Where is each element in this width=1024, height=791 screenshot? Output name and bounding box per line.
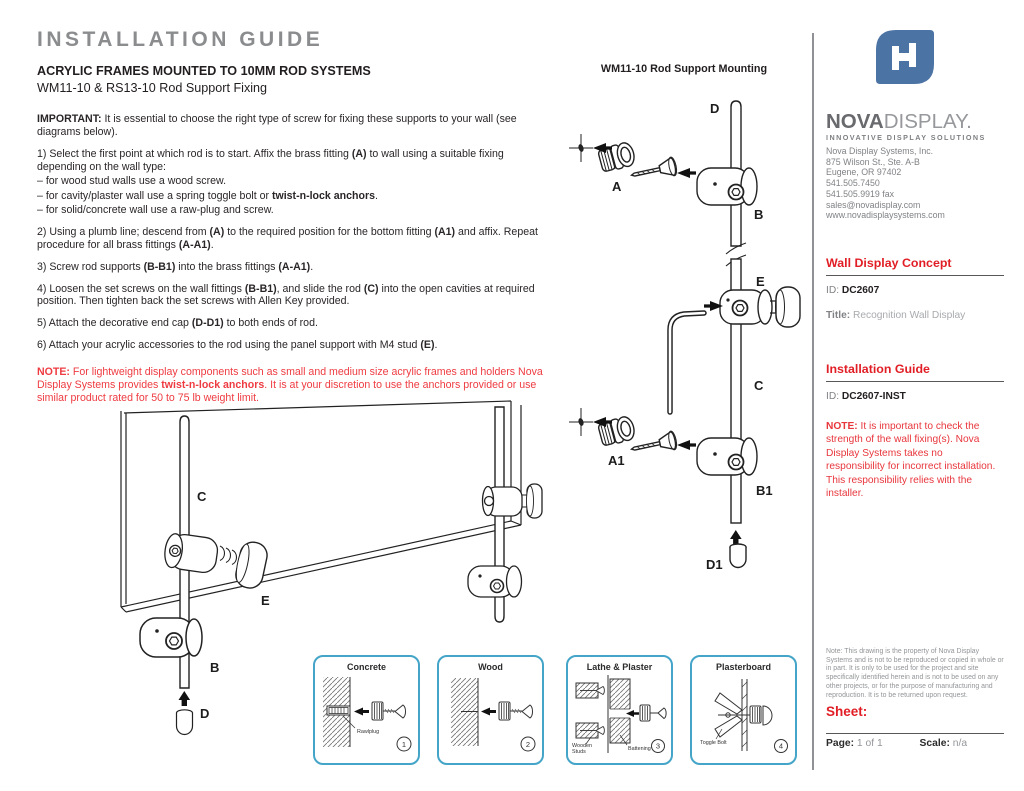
thumb-cap-e — [233, 540, 269, 591]
fixing-box-number: 2 — [525, 739, 531, 749]
anchor — [640, 705, 650, 721]
main-column — [37, 28, 543, 414]
step-3: 3) Screw rod supports (B-B1) into the brass fittings (A-A1). — [37, 260, 314, 273]
page-value: 1 of 1 — [856, 738, 883, 749]
concept-title-value: Recognition Wall Display — [852, 310, 966, 321]
fixing-box-number: 3 — [655, 741, 661, 751]
screw-a1 — [630, 430, 678, 458]
end-cap-d1 — [730, 544, 746, 568]
address-line: 541.505.7450 — [826, 178, 880, 189]
sidebar — [826, 26, 1004, 771]
wooden-studs-callout-2: Studs — [572, 749, 586, 755]
fixing-box-title: Plasterboard — [715, 662, 772, 672]
arrow-left — [481, 708, 496, 716]
email-text: sales@novadisplay.com — [826, 199, 921, 210]
divider — [826, 275, 1004, 276]
address-line: Eugene, OR 97402 — [826, 167, 902, 178]
brand-nova: NOVA — [826, 110, 884, 133]
screw-a — [630, 156, 678, 184]
step-4: 4) Loosen the set screws on the wall fittings (B-B1), and slide the rod (C) into the open cavities at required position. Then tighten back the set screws with Allen Key provided. — [37, 282, 535, 308]
frame-label-c: C — [197, 489, 207, 504]
step-6: 6) Attach your acrylic accessories to the rod using the panel support with M4 stud (E). — [37, 339, 438, 352]
right-rod-lower-support — [468, 566, 522, 597]
rawlplug-callout: Rawlplug — [357, 729, 380, 735]
nova-display-logo-icon — [876, 30, 934, 84]
label-b1: B1 — [756, 483, 773, 498]
label-e: E — [756, 274, 765, 289]
wall-mark-a — [569, 134, 593, 162]
frame-label-d: D — [200, 706, 210, 721]
fixing-box-concrete — [313, 655, 420, 765]
rod-support-b-frame — [140, 618, 202, 657]
frame-label-e: E — [261, 593, 270, 608]
page-title: INSTALLATION GUIDE — [37, 28, 324, 51]
guide-section — [826, 362, 1004, 402]
label-d: D — [710, 101, 720, 116]
page-label: Page: — [826, 738, 857, 749]
rod-mounting-diagram-title: WM11-10 Rod Support Mounting — [600, 63, 768, 75]
label-c: C — [754, 378, 764, 393]
screw — [510, 705, 533, 718]
arrow-up-endcap — [730, 530, 742, 545]
bullet-cavity: – for cavity/plaster wall use a spring toggle bolt or twist-n-lock anchors. — [37, 189, 378, 202]
anchor — [372, 702, 383, 720]
divider — [826, 381, 1004, 382]
wood-fixing-diagram — [441, 673, 540, 757]
id-label: ID: — [826, 285, 842, 296]
subtitle-bold: ACRYLIC FRAMES MOUNTED TO 10MM ROD SYSTEMS — [37, 64, 371, 78]
title-label: Title: — [826, 310, 853, 321]
wooden-studs-callout-1: Wooden — [572, 743, 592, 749]
concept-heading: Wall Display Concept — [826, 256, 952, 270]
fixing-box-wood — [437, 655, 544, 765]
page-scale-row — [826, 738, 1004, 749]
step-5: 5) Attach the decorative end cap (D-D1) to both ends of rod. — [37, 317, 318, 330]
vertical-divider — [812, 33, 814, 770]
fixing-box-number: 1 — [401, 739, 407, 749]
concept-title-row — [826, 310, 1004, 321]
arrow-left-a-screw — [677, 168, 696, 178]
fixing-box-lathe-plaster — [566, 655, 673, 765]
toggle-bolt-callout: Toggle Bolt — [700, 740, 727, 746]
concept-id-row — [826, 285, 1004, 296]
step-2: 2) Using a plumb line; descend from (A) to the required position for the bottom fitting (A1) and affix. Repeat procedure for all brass fittings (A-A1). — [37, 225, 538, 251]
screw — [383, 705, 406, 718]
brand-tagline: INNOVATIVE DISPLAY SOLUTIONS — [826, 133, 986, 142]
label-a: A — [612, 179, 622, 194]
sheet-heading: Sheet: — [826, 704, 868, 719]
bullet-wood: – for wood stud walls use a wood screw. — [37, 175, 227, 188]
dome-screw-head — [763, 706, 772, 725]
brand-display: DISPLAY. — [883, 110, 972, 133]
plasterboard-fixing-diagram — [694, 673, 793, 757]
guide-id-row — [826, 391, 1004, 402]
fixing-box-title: Concrete — [346, 662, 386, 672]
address-line: 541.505.9919 fax — [826, 188, 894, 199]
concrete-fixing-diagram — [317, 673, 416, 757]
bullet-solid: – for solid/concrete wall use a raw-plug and screw. — [37, 203, 274, 216]
brand-wordmark — [826, 110, 1004, 134]
wall-mark-a1 — [569, 408, 593, 436]
rod-support-b1 — [697, 438, 757, 475]
address-line: Nova Display Systems, Inc. — [826, 146, 934, 156]
anchor — [750, 706, 761, 723]
subtitle: WM11-10 & RS13-10 Rod Support Fixing — [37, 81, 268, 95]
battening-callout: Battening — [628, 746, 651, 752]
divider — [826, 733, 1004, 734]
fixing-box-title: Wood — [478, 662, 503, 672]
important-paragraph: IMPORTANT: It is essential to choose the right type of screw for fixing these supports to your wall (see diagrams below). — [37, 113, 517, 138]
concept-id-value: DC2607 — [841, 285, 880, 296]
spring — [220, 546, 237, 565]
wooden-stud-top — [576, 683, 604, 698]
rod-support-b — [697, 168, 757, 205]
scale-label: Scale: — [919, 738, 953, 749]
sidebar-note: NOTE: It is important to check the strength of the wall fixing(s). Nova Display Systems takes no responsibility for incorrect installation. This responsibility relies with the installer. — [826, 421, 996, 500]
wooden-stud-bottom — [576, 723, 604, 738]
arrow-left — [354, 708, 369, 716]
website-text: www.novadisplaysystems.com — [826, 210, 945, 221]
frame-label-b: B — [210, 660, 220, 675]
arrow-left-a1-screw — [677, 440, 696, 450]
panel-support-e — [720, 287, 800, 327]
company-address — [826, 146, 1004, 221]
anchor — [499, 702, 510, 720]
fixing-box-title: Lathe & Plaster — [586, 662, 653, 672]
rod-mounting-diagram — [560, 80, 810, 578]
guide-heading: Installation Guide — [826, 362, 930, 376]
scale-value: n/a — [952, 738, 968, 749]
id-label: ID: — [826, 391, 842, 402]
note-paragraph: NOTE: For lightweight display components such as small and medium size acrylic frames and holders Nova Display Systems provides twist-n-lock anchors. It is at your discretion to use the anchors provided or use similar product rated for 50 to 75 lb weight limit. — [37, 366, 543, 404]
concept-section — [826, 256, 1004, 321]
arrow-up-d — [179, 691, 191, 706]
rawlplug — [329, 708, 348, 714]
fixing-box-number: 4 — [778, 741, 784, 751]
allen-key — [670, 313, 704, 412]
step-1: 1) Select the first point at which rod is to start. Affix the brass fitting (A) to wall using a suitable fixing depending on the wall type: — [37, 147, 504, 173]
fixing-box-plasterboard — [690, 655, 797, 765]
guide-id-value: DC2607-INST — [841, 391, 906, 402]
legal-fine-print: Note: This drawing is the property of Nova Display Systems and is not to be reproduced or copied in whole or in part. It is only to be used for the project and site specifically identified herein and is not to be used on any other projects, or for the purpose of manufacturing and reproduction. It is to be returned upon request. — [826, 648, 1004, 699]
address-line: 875 Wilson St., Ste. A-B — [826, 156, 920, 167]
end-cap-d — [177, 710, 193, 735]
lathe-plaster-fixing-diagram — [570, 673, 669, 757]
label-a1: A1 — [608, 453, 625, 468]
label-d1: D1 — [706, 557, 723, 572]
label-b: B — [754, 207, 764, 222]
screw — [650, 708, 666, 719]
right-rod-upper-support — [483, 484, 543, 518]
left-rod-upper-support — [163, 532, 219, 574]
